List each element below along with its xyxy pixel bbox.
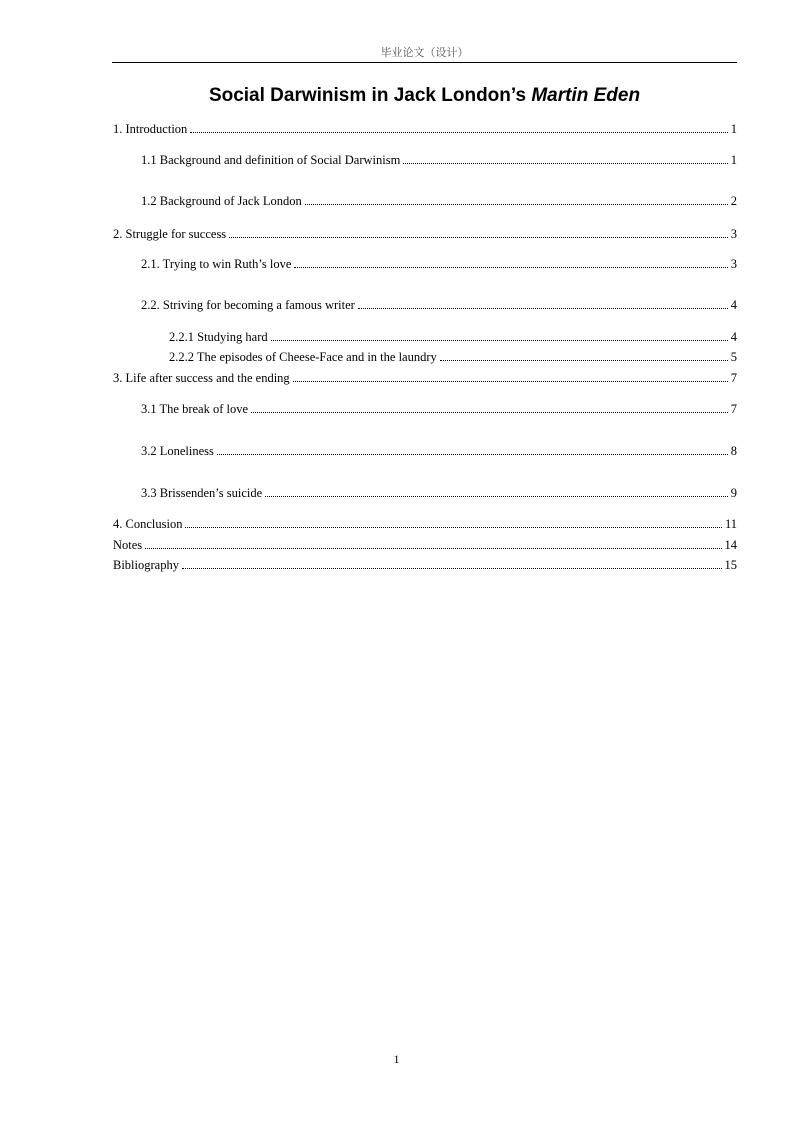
toc-entry-2-2-1[interactable] [169, 329, 737, 345]
title-italic: Martin Eden [531, 85, 641, 106]
toc-entry-page: 11 [724, 517, 737, 531]
toc-entry-page: 3 [730, 227, 737, 241]
toc-entry-bibliography[interactable] [113, 557, 737, 573]
toc-leader [403, 152, 727, 164]
toc-entry-label: 2.2.2 The episodes of Cheese-Face and in the laundry [169, 350, 437, 364]
toc-leader [265, 485, 728, 497]
toc-entry-page: 3 [730, 257, 737, 271]
toc-entry-page: 8 [730, 444, 737, 458]
toc-entry-label: 2.2.1 Studying hard [169, 330, 268, 344]
toc-entry-label: 1.1 Background and definition of Social Darwinism [141, 153, 401, 167]
toc-entry-page: 7 [730, 371, 737, 385]
toc-leader [229, 226, 728, 238]
toc-entry-life-after-success[interactable] [113, 370, 737, 386]
toc-entry-label: 3.3 Brissenden’s suicide [141, 486, 263, 500]
toc-entry-label: 3.1 The break of love [141, 402, 249, 416]
toc-leader [217, 443, 728, 455]
toc-entry-page: 14 [724, 538, 737, 552]
toc-entry-page: 15 [724, 558, 737, 572]
toc-entry-1-1[interactable] [141, 152, 737, 168]
toc-leader [182, 557, 722, 569]
page-header: 毕业论文（设计） [380, 46, 469, 59]
toc-entry-label: 1. Introduction [113, 122, 188, 136]
toc-entry-label: 3.2 Loneliness [141, 444, 214, 458]
toc-entry-struggle[interactable] [113, 226, 737, 242]
toc-leader [185, 516, 722, 528]
toc-entry-page: 7 [730, 402, 737, 416]
toc-entry-conclusion[interactable] [113, 516, 737, 532]
toc-entry-3-3[interactable] [141, 485, 737, 501]
toc-entry-label: 1.2 Background of Jack London [141, 194, 302, 208]
toc-entry-label: Bibliography [113, 558, 179, 572]
toc-leader [293, 370, 728, 382]
toc-leader [440, 349, 728, 361]
toc-leader [251, 401, 728, 413]
title-main: Social Darwinism in Jack London’s [208, 85, 532, 106]
toc-leader [145, 537, 721, 549]
toc-entry-page: 4 [730, 298, 737, 312]
toc-entry-page: 1 [730, 153, 737, 167]
toc-entry-3-2[interactable] [141, 443, 737, 459]
toc-leader [294, 256, 727, 268]
toc-entry-2-2[interactable] [141, 297, 737, 313]
toc-entry-page: 5 [730, 350, 737, 364]
toc-entry-introduction[interactable] [113, 121, 737, 137]
toc-leader [271, 329, 728, 341]
toc-entry-3-1[interactable] [141, 401, 737, 417]
toc-entry-page: 9 [730, 486, 737, 500]
toc-entry-label: 2.2. Striving for becoming a famous writer [141, 298, 355, 312]
page-number: 1 [393, 1052, 400, 1066]
toc-entry-2-2-2[interactable] [169, 349, 737, 365]
toc-leader [358, 297, 728, 309]
toc-entry-page: 1 [730, 122, 737, 136]
toc-entry-notes[interactable] [113, 537, 737, 553]
toc-entry-label: 2. Struggle for success [113, 227, 227, 241]
toc-entry-label: Notes [113, 538, 143, 552]
toc-entry-page: 4 [730, 330, 737, 344]
toc-entry-label: 3. Life after success and the ending [113, 371, 290, 385]
toc-entry-2-1[interactable] [141, 256, 737, 272]
toc-leader [305, 193, 728, 205]
toc-entry-1-2[interactable] [141, 193, 737, 209]
toc-leader [190, 121, 727, 133]
toc-entry-label: 4. Conclusion [113, 517, 183, 531]
toc-entry-page: 2 [730, 194, 737, 208]
toc-entry-label: 2.1. Trying to win Ruth’s love [141, 257, 292, 271]
